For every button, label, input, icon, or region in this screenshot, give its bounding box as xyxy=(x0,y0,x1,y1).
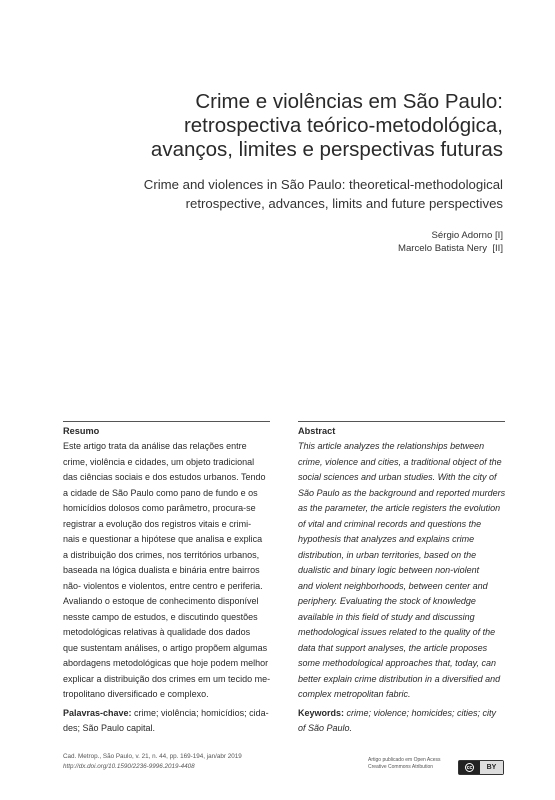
title-english xyxy=(63,175,503,213)
keywords-label: Keywords: xyxy=(298,707,345,718)
author-2: Marcelo Batista Nery [II] xyxy=(397,243,503,254)
resumo-line: explicar a distribuição dos crimes em um tecido me- xyxy=(63,673,271,684)
resumo-line: das ciências sociais e dos estudos urbanos. Tendo xyxy=(63,472,266,482)
resumo-column xyxy=(63,421,270,737)
cc-logo: cc xyxy=(466,764,473,771)
palavras-chave-label: Palavras-chave: xyxy=(63,707,132,718)
abstract-line: methodological issues related to the quality of the xyxy=(298,627,496,637)
abstract-line: complex metropolitan fabric. xyxy=(298,689,411,699)
open-access-line-2: Creative Commons Atribution xyxy=(368,764,434,770)
abstract-line: data that support analyses, the article proposes xyxy=(298,642,488,653)
authors xyxy=(398,229,503,255)
author-1: Sérgio Adorno [I] xyxy=(431,230,503,241)
title-pt-line: Crime e violências em São Paulo: xyxy=(195,90,503,113)
resumo-line: a distribuição dos crimes, nos territórios urbanos, xyxy=(63,549,260,560)
resumo-line: tropolitano diversificado e complexo. xyxy=(63,689,209,699)
abstract-line: hypothesis that analyzes and explains crime xyxy=(298,534,475,544)
by-icon xyxy=(480,761,503,774)
title-pt-line: avanços, limites e perspectivas futuras xyxy=(150,138,503,161)
resumo-line: crime, violência e cidades, um objeto tradicional xyxy=(63,456,255,467)
resumo-line: abordagens metodológicas que hoje podem melhor xyxy=(63,658,269,668)
resumo-text xyxy=(63,439,270,703)
resumo-line: baseada na lógica dualista e binária entre bairros xyxy=(63,565,260,575)
abstract-heading: Abstract xyxy=(298,426,336,436)
keywords xyxy=(298,706,505,737)
abstract-text xyxy=(298,439,505,703)
doi-link[interactable]: http://dx.doi.org/10.1590/2236-9996.2019-4408 xyxy=(63,763,195,770)
title-en-line: Crime and violences in São Paulo: theoretical-methodological xyxy=(143,177,503,192)
abstract-line: some methodological approaches that, today, can xyxy=(298,658,496,668)
abstract-line: São Paulo as the background and reported murders xyxy=(298,487,506,498)
resumo-line: homicídios dolosos como parâmetro, procura-se xyxy=(63,503,256,513)
resumo-line: não- violentos e violentos, entre centro e periferia. xyxy=(63,580,263,591)
divider xyxy=(63,421,270,422)
abstract-line: crime, violence and cities, a traditional object of the xyxy=(298,456,502,467)
keywords-values-1: crime; violence; homicides; cities; city xyxy=(344,707,497,718)
palavras-chave xyxy=(63,706,270,737)
abstract-line: periphery. Evaluating the stock of knowledge xyxy=(298,596,476,606)
title-portuguese xyxy=(63,90,503,162)
abstract-line: social sciences and urban studies. With the city of xyxy=(298,472,497,482)
citation-text: Cad. Metrop., São Paulo, v. 21, n. 44, pp. 169-194, jan/abr 2019 xyxy=(63,753,242,760)
cc-icon xyxy=(459,761,480,774)
keywords-values-2: of São Paulo. xyxy=(298,723,353,733)
abstract-line: dualistic and binary logic between non-violent xyxy=(298,565,480,575)
open-access-notice xyxy=(368,757,441,771)
resumo-line: Avaliando o estoque de conhecimento disponível xyxy=(63,596,259,606)
cc-by-license-badge[interactable] xyxy=(458,760,504,775)
abstract-column xyxy=(298,421,505,737)
title-pt-line: retrospectiva teórico-metodológica, xyxy=(183,114,503,137)
abstract-line: distribution, in urban territories, based on the xyxy=(298,549,477,560)
abstract-line: and violent neighborhoods, between center and xyxy=(298,580,488,591)
abstract-line: of vital and criminal records and questions the xyxy=(298,518,482,529)
resumo-line: nais e questionar a hipótese que analisa e explica xyxy=(63,534,263,544)
resumo-line: nesste campo de estudos, e discutindo questões xyxy=(63,611,258,622)
resumo-heading: Resumo xyxy=(63,426,100,436)
title-block xyxy=(63,90,503,213)
palavras-chave-values-2: des; São Paulo capital. xyxy=(63,723,156,733)
resumo-line: a cidade de São Paulo como pano de fundo e os xyxy=(63,487,258,498)
abstract-line: better explain crime distribution in a diversified and xyxy=(298,673,501,684)
open-access-line-1: Artigo publicado em Open Acess xyxy=(368,757,441,763)
resumo-line: Este artigo trata da análise das relações entre xyxy=(63,441,247,451)
title-en-line: retrospective, advances, limits and future perspectives xyxy=(185,196,503,211)
palavras-chave-values-1: crime; violência; homicídios; cida- xyxy=(131,707,269,718)
resumo-line: que sustentam análises, o artigo propõem algumas xyxy=(63,642,268,653)
abstract-line: available in this field of study and discussing xyxy=(298,611,475,622)
abstract-line: This article analyzes the relationships between xyxy=(298,441,485,451)
by-label: BY xyxy=(486,764,497,771)
resumo-line: registrar a evolução dos registros vitais e crimi- xyxy=(63,518,252,529)
footer-citation xyxy=(63,752,242,772)
abstract-line: as the parameter, the article registers the evolution xyxy=(298,503,501,513)
divider xyxy=(298,421,505,422)
resumo-line: metodológicas relativas à qualidade dos dados xyxy=(63,627,251,637)
